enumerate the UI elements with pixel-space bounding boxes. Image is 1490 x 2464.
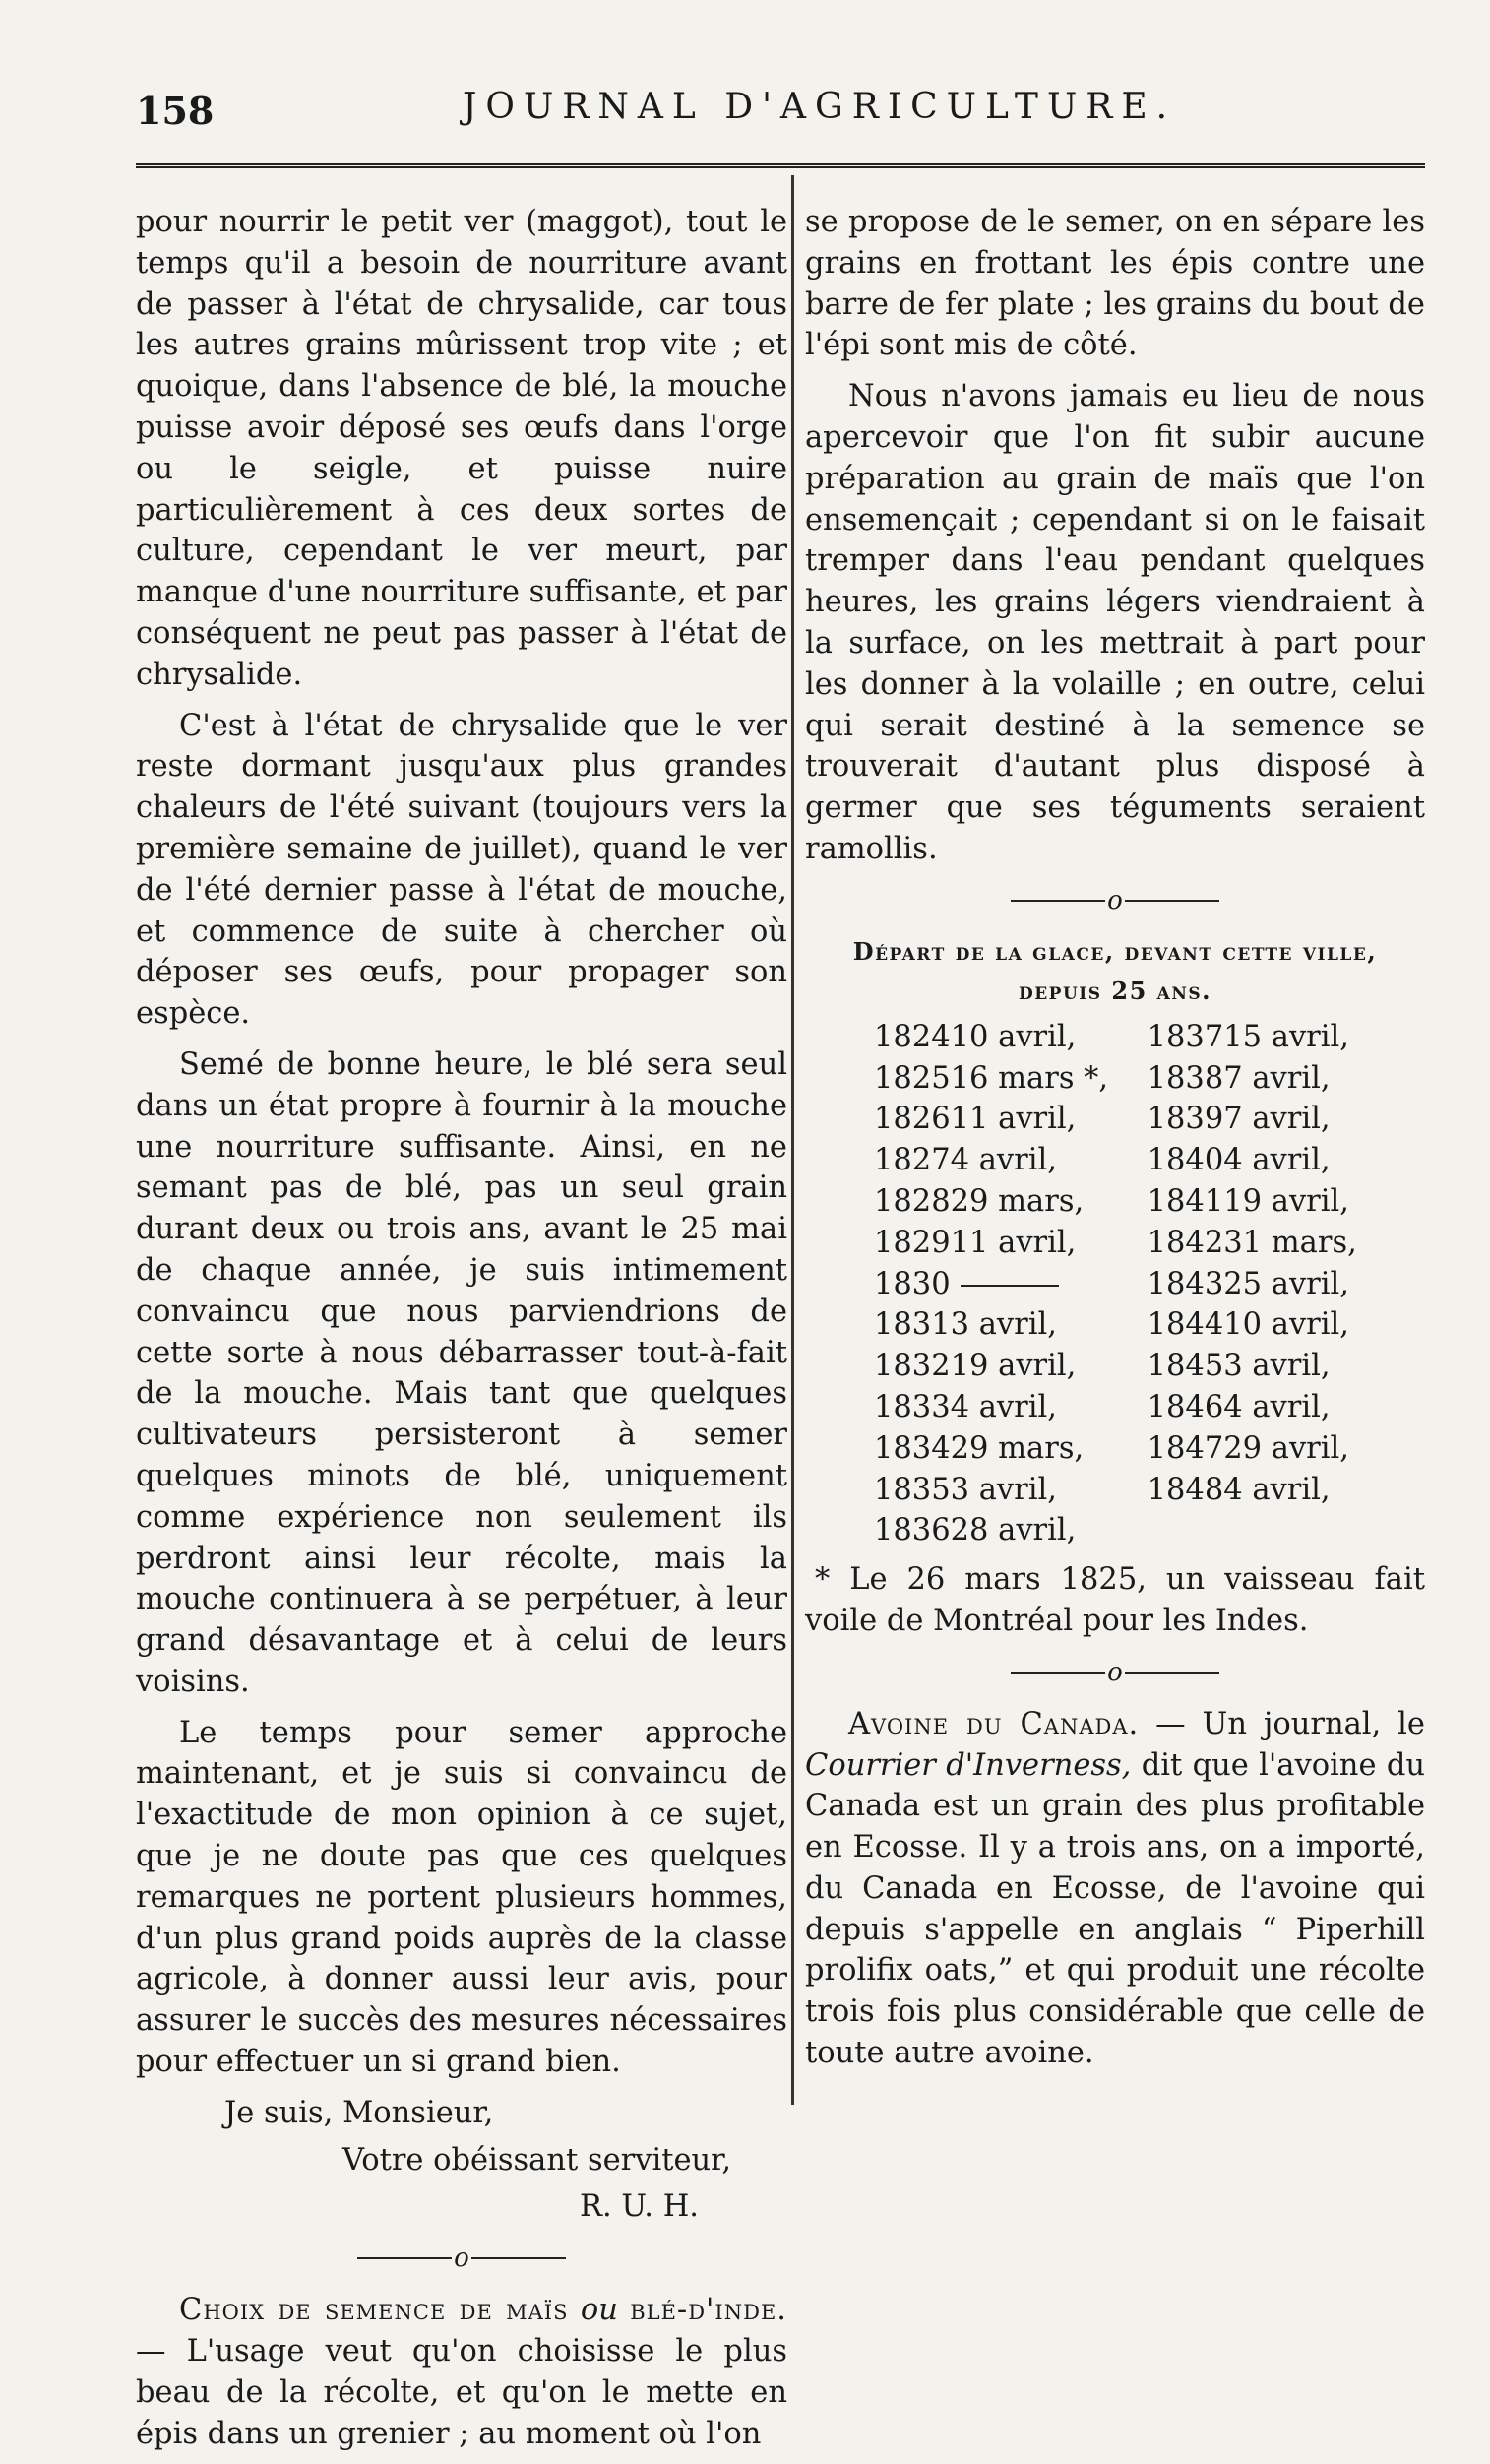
year-cell: 1834 (874, 1430, 951, 1466)
date-cell: 11 avril, (950, 1102, 1077, 1137)
year-cell: 1842 (1147, 1225, 1224, 1260)
article-title: Avoine du Canada. (848, 1706, 1140, 1741)
table-row (874, 1099, 1420, 1140)
ice-table-heading: Départ de la glace, devant cette ville, (852, 936, 1378, 966)
year-cell: 1846 (1147, 1389, 1224, 1424)
year-cell: 1839 (1147, 1102, 1224, 1137)
paragraph-seme: Semé de bonne heure, le blé sera seul dans un état propre à fournir à la mouche une nourriture suffisante. Ainsi, en ne semant pas de blé, pas un seul grain durant deux ou trois ans, avant le 25 mai de chaque année, je suis intimement convaincu que nous parviendrions de cette sorte à nous débarrasser tout-à-fait de la mouche. Mais tant que quelques cultivateurs persisteront à semer quelques minots de blé, uniquement comme expérience non seulement ils perdront ainsi leur récolte, mais la mouche continuera à se perpétuer, à leur grand désavantage et à celui de leurs voisins. (136, 1046, 787, 1699)
year-cell: 1825 (874, 1060, 951, 1096)
date-cell: 29 mars, (950, 1430, 1085, 1466)
section-separator: o (805, 884, 1425, 916)
paragraph-continuation: se propose de le semer, on en sépare les grains en frottant les épis contre une barre de fer plate ; les grains du bout de l'épi sont mis de côté. (805, 205, 1425, 363)
year-cell: 1832 (874, 1349, 951, 1384)
date-cell: 28 avril, (950, 1513, 1077, 1548)
table-row (874, 1428, 1420, 1470)
date-cell: 19 avril, (1223, 1183, 1349, 1219)
date-cell: 15 avril, (1223, 1019, 1349, 1054)
date-cell: 4 avril, (950, 1143, 1057, 1178)
date-cell: 7 avril, (1223, 1102, 1331, 1137)
year-cell: 1829 (874, 1225, 951, 1260)
paragraph-maggot: pour nourrir le petit ver (maggot), tout le temps qu'il a besoin de nourriture avant de passer à l'état de chrysalide, car tous les autres grains mûrissent trop vite ; et quoique, dans l'absence de blé, la mouche puisse avoir déposé ses œufs dans l'orge ou le seigle, et puisse nuire particulièrement à ces deux sortes de culture, cependant le ver meurt, par manque d'une nourriture suffisante, et par conséquent ne peut pas passer à l'état de chrysalide. (136, 205, 787, 692)
year-cell (1148, 1510, 1224, 1551)
date-cell: 7 avril, (1223, 1060, 1331, 1096)
table-row (874, 1017, 1420, 1058)
article-text: — L'usage veut qu'on choisisse le plus beau de la récolte, et qu'on le mette en épis dans un grenier ; au moment où l'on (136, 2334, 787, 2451)
date-cell: 4 avril, (1223, 1143, 1331, 1178)
year-cell: 1824 (874, 1019, 951, 1054)
date-cell: 25 avril, (1223, 1266, 1349, 1301)
table-row (874, 1346, 1420, 1387)
left-column (136, 202, 787, 2464)
section-separator: o (805, 1656, 1425, 1688)
date-cell: 3 avril, (950, 1307, 1057, 1343)
date-cell (1223, 1510, 1420, 1551)
ice-table-subheading: depuis 25 ans. (1018, 976, 1211, 1005)
year-cell: 1841 (1147, 1183, 1224, 1219)
date-cell: 29 mars, (950, 1183, 1085, 1219)
ice-departure-table (874, 1017, 1420, 1551)
ice-footnote: * Le 26 mars 1825, un vaisseau fait voile de Montréal pour les Indes. (805, 1562, 1425, 1638)
table-row (874, 1510, 1420, 1551)
paragraph-preparation: Nous n'avons jamais eu lieu de nous apercevoir que l'on fit subir aucune préparation au grain de maïs que l'on ensemençait ; cependant si on le faisait tremper dans l'eau pendant quelques heures, les grains légers viendraient à la surface, on les mettrait à part pour les donner à la volaille ; en outre, celui qui serait destiné à la semence se trouverait d'autant plus disposé à germer que ses téguments seraient ramollis. (805, 379, 1425, 866)
date-cell: 3 avril, (950, 1472, 1057, 1507)
table-row (874, 1223, 1420, 1264)
date-cell: 19 avril, (950, 1349, 1077, 1384)
header-rule (136, 163, 1425, 168)
year-cell: 1847 (1147, 1430, 1224, 1466)
paragraph-temps: Le temps pour semer approche maintenant, et je suis si convaincu de l'exactitude de mon opinion à ce sujet, que je ne doute pas que ces quelques remarques ne portent plusieurs hommes, d'un plus grand poids auprès de la classe agricole, à donner aussi leur avis, pour assurer le succès des mesures nécessaires pour effectuer un si grand bien. (136, 1715, 787, 2080)
letter-signature: R. U. H. (580, 2189, 699, 2225)
year-cell: 1837 (1147, 1019, 1224, 1054)
year-cell: 1838 (1147, 1060, 1224, 1096)
running-title: JOURNAL D'AGRICULTURE. (463, 87, 1177, 127)
date-cell: 4 avril, (950, 1389, 1057, 1424)
year-cell: 1828 (874, 1183, 951, 1219)
year-cell: 1843 (1147, 1266, 1224, 1301)
letter-valediction: Votre obéissant serviteur, (342, 2142, 732, 2178)
year-cell: 1826 (874, 1102, 951, 1137)
date-cell: 16 mars *, (950, 1060, 1109, 1096)
date-cell: 10 avril, (950, 1019, 1077, 1054)
table-row (874, 1140, 1420, 1181)
date-cell: 31 mars, (1223, 1225, 1357, 1260)
date-cell: 3 avril, (1223, 1349, 1331, 1384)
no-date-dash (961, 1285, 1059, 1287)
year-cell: 1827 (874, 1143, 951, 1178)
year-cell: 1831 (874, 1307, 951, 1343)
table-row (874, 1304, 1420, 1346)
date-cell: 29 avril, (1223, 1430, 1349, 1466)
right-column (805, 202, 1425, 2084)
paragraph-chrysalide: C'est à l'état de chrysalide que le ver reste dormant jusqu'aux plus grandes chaleurs de l'été suivant (toujours vers la première semaine de juillet), quand le ver de l'été dernier passe à l'état de mouche, et commence de suite à chercher où déposer ses œufs, pour propager son espèce. (136, 708, 787, 1032)
table-row (874, 1470, 1420, 1511)
year-cell: 1848 (1147, 1472, 1224, 1507)
article-title: Choix de semence de maïs (179, 2293, 569, 2328)
article-choix-de-semence: Choix de semence de maïs ou blé-d'inde. — L'usage veut qu'on choisisse le plus beau de la récolte, et qu'on le mette en épis dans un grenier ; au moment où l'on (136, 2293, 787, 2451)
table-row (874, 1058, 1420, 1100)
year-cell: 1844 (1147, 1307, 1224, 1343)
date-cell (951, 1264, 1148, 1305)
year-cell: 1845 (1147, 1349, 1224, 1384)
year-cell: 1840 (1147, 1143, 1224, 1178)
column-divider (791, 175, 794, 2105)
page-number: 158 (136, 89, 215, 133)
year-cell: 1830 (874, 1266, 951, 1301)
table-row (874, 1181, 1420, 1223)
section-separator: o (136, 2242, 787, 2274)
date-cell: 4 avril, (1223, 1472, 1331, 1507)
letter-closing: Je suis, Monsieur, (224, 2095, 494, 2130)
date-cell: 11 avril, (950, 1225, 1077, 1260)
article-avoine-du-canada: Avoine du Canada. — Un journal, le Courrier d'Inverness, dit que l'avoine du Canada est un grain des plus profitable en Ecosse. Il y a trois ans, on a importé, du Canada en Ecosse, de l'avoine qui depuis s'appelle en anglais “ Piperhill prolifix oats,” et qui produit une récolte trois fois plus considérable que celle de toute autre avoine. (805, 1706, 1426, 2071)
date-cell: 4 avril, (1223, 1389, 1331, 1424)
year-cell: 1833 (874, 1389, 951, 1424)
date-cell: 10 avril, (1223, 1307, 1349, 1343)
year-cell: 1835 (874, 1472, 951, 1507)
year-cell: 1836 (874, 1513, 951, 1548)
table-row (874, 1264, 1420, 1305)
table-row (874, 1387, 1420, 1428)
